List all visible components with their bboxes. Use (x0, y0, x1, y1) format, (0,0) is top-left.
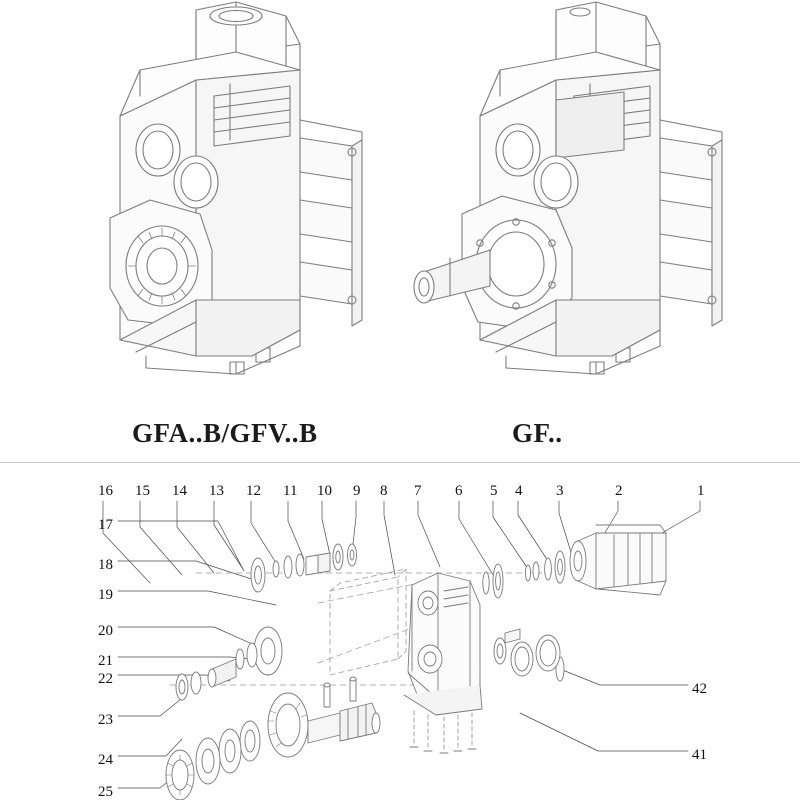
caption-left-model: GFA..B/GFV..B (132, 418, 318, 448)
callout-8: 8 (380, 483, 388, 499)
captions-row (0, 408, 800, 460)
callout-41: 41 (692, 747, 707, 763)
callout-22: 22 (98, 671, 113, 687)
callout-5: 5 (490, 483, 498, 499)
right-gear-unit-drawing (414, 2, 722, 374)
callout-13: 13 (209, 483, 224, 499)
callout-12: 12 (246, 483, 261, 499)
callout-3: 3 (556, 483, 564, 499)
callout-1: 1 (697, 483, 705, 499)
callout-2: 2 (615, 483, 623, 499)
callout-16: 16 (98, 483, 113, 499)
callout-21: 21 (98, 653, 113, 669)
callout-25: 25 (98, 784, 113, 800)
exploded-view-area (0, 463, 800, 800)
callout-18: 18 (98, 557, 113, 573)
callout-4: 4 (515, 483, 523, 499)
callout-14: 14 (172, 483, 187, 499)
left-gear-unit-drawing (110, 2, 362, 374)
exploded-assembly-svg (0, 463, 800, 800)
callout-11: 11 (283, 483, 298, 499)
callout-7: 7 (414, 483, 422, 499)
callout-9: 9 (353, 483, 361, 499)
callout-42: 42 (692, 681, 707, 697)
callout-6: 6 (455, 483, 463, 499)
callout-19: 19 (98, 587, 113, 603)
callout-10: 10 (317, 483, 332, 499)
callout-20: 20 (98, 623, 113, 639)
caption-right-model: GF.. (512, 418, 563, 448)
callout-15: 15 (135, 483, 150, 499)
callout-23: 23 (98, 712, 113, 728)
callout-24: 24 (98, 752, 113, 768)
callout-17: 17 (98, 517, 113, 533)
